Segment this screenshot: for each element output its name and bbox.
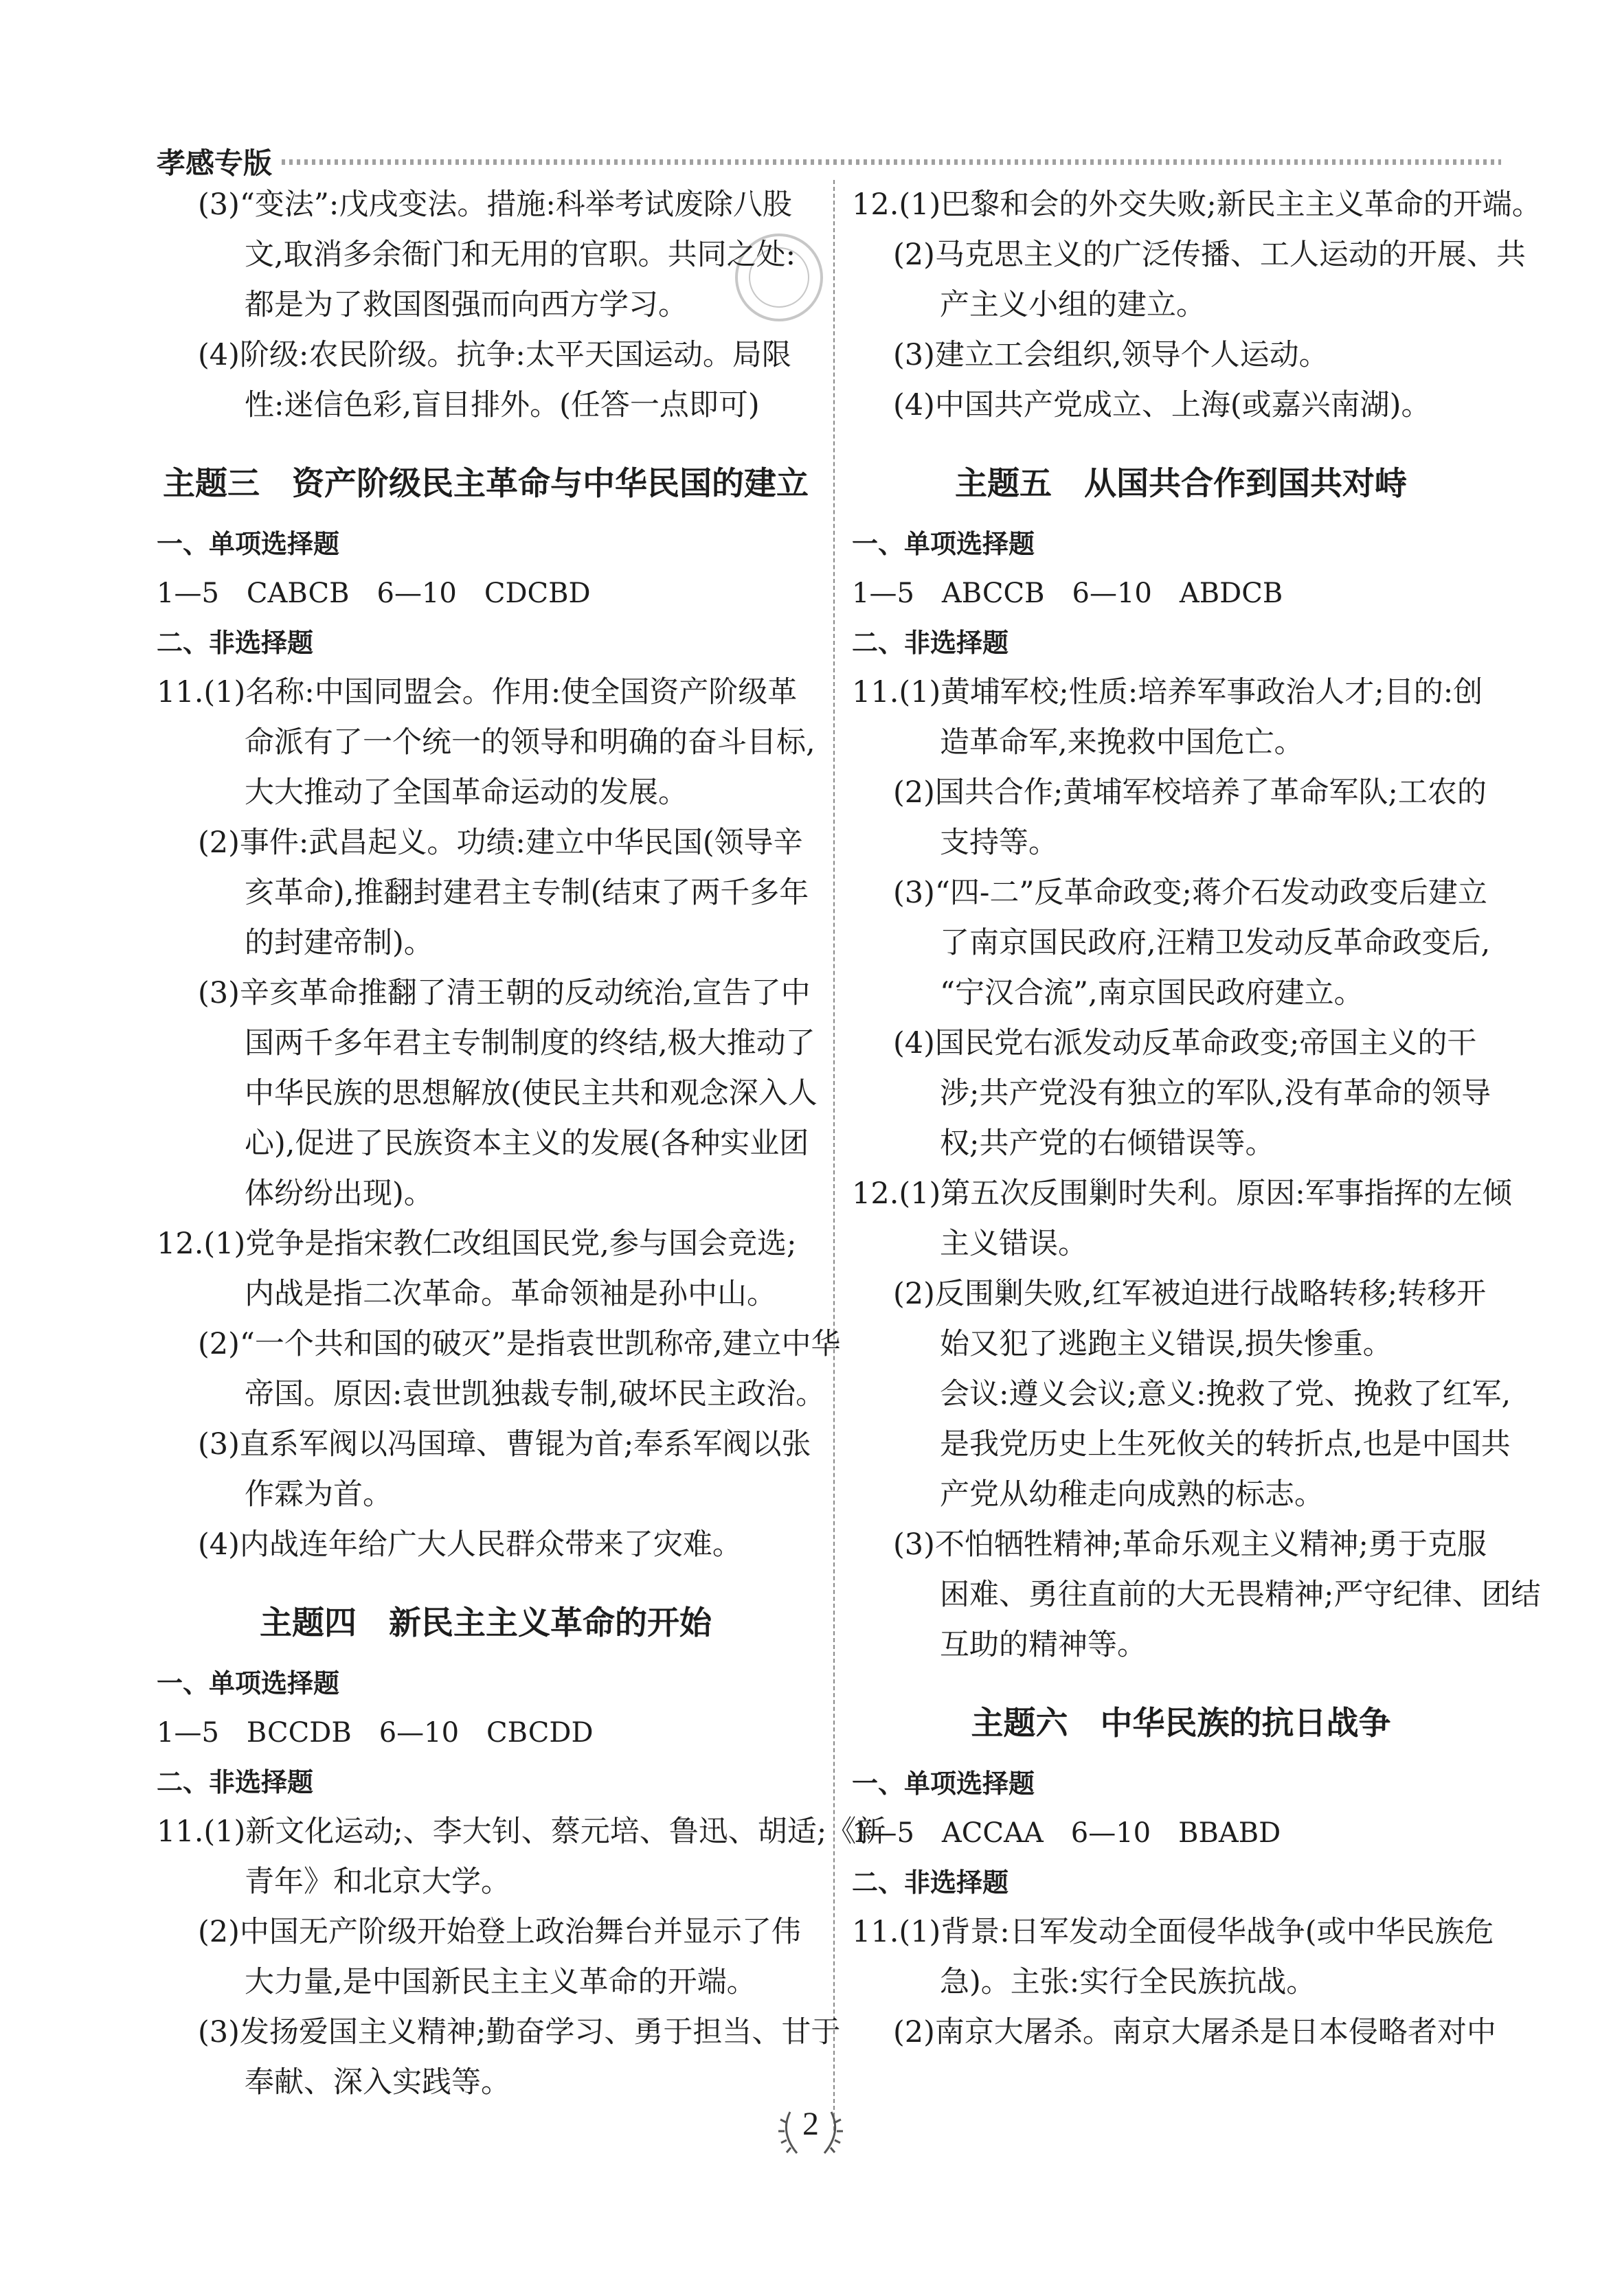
topic5-answer-line: (2)国共合作;黄埔军校培养了革命军队;工农的 [893, 775, 1487, 810]
topic3-answers [157, 668, 841, 1570]
topic5-answer-line: 支持等。 [940, 826, 1058, 860]
topic5-mc-answers: 1—5 ABCCB 6—10 ABDCB [852, 578, 1283, 609]
topic3-answer-line: 国两千多年君主专制制度的终结,极大推动了 [245, 1026, 815, 1060]
topic5-answer-line: 主义错误。 [940, 1227, 1088, 1261]
topic4-tail-answer-line: 12.(1)巴黎和会的外交失败;新民主主义革命的开端。 [852, 187, 1542, 222]
topic4-answer-line: 青年》和北京大学。 [245, 1865, 510, 1899]
topic3-open-heading: 二、非选择题 [157, 628, 314, 658]
topic3-answer-line: 心),促进了民族资本主义的发展(各种实业团 [245, 1126, 809, 1161]
topic6-answers [852, 1907, 1510, 2058]
topic2-answer-line: 都是为了救国图强而向西方学习。 [245, 288, 688, 322]
topic3-answer-line: (3)辛亥革命推翻了清王朝的反动统治,宣告了中 [198, 976, 811, 1010]
topic5-answer-line: 了南京国民政府,汪精卫发动反革命政变后, [940, 926, 1491, 960]
topic5-answer-line: 权;共产党的右倾错误等。 [940, 1126, 1275, 1161]
header-divider [282, 159, 1501, 165]
topic3-mc-answers: 1—5 CABCB 6—10 CDCBD [157, 578, 591, 609]
topic5-answer-line: (4)国民党右派发动反革命政变;帝国主义的干 [893, 1026, 1477, 1060]
topic4-tail-answer-line: (2)马克思主义的广泛传播、工人运动的开展、共 [893, 238, 1526, 272]
topic4-mc-heading: 一、单项选择题 [157, 1668, 340, 1698]
topic3-answer-line: 帝国。原因:袁世凯独裁专制,破坏民主政治。 [245, 1377, 826, 1411]
topic3-answer-line: 12.(1)党争是指宋教仁改组国民党,参与国会竞选; [157, 1227, 797, 1261]
topic6-answer-line: 急)。主张:实行全民族抗战。 [940, 1965, 1316, 1999]
topic5-answer-line: 是我党历史上生死攸关的转折点,也是中国共 [940, 1427, 1511, 1462]
topic5-answer-line: 造革命军,来挽救中国危亡。 [940, 725, 1304, 760]
topic4-answers [157, 1807, 886, 2108]
topic4-tail-answer-line: (4)中国共产党成立、上海(或嘉兴南湖)。 [893, 388, 1431, 422]
topic3-answer-line: (4)内战连年给广大人民群众带来了灾难。 [198, 1527, 742, 1562]
topic4-answer-line: 奉献、深入实践等。 [245, 2065, 510, 2100]
left-column [157, 180, 886, 2108]
header-title: 孝感专版 [157, 146, 273, 180]
topic3-answer-line: 亥革命),推翻封建君主专制(结束了两千多年 [245, 876, 809, 910]
topic5-answer-line: “宁汉合流”,南京国民政府建立。 [940, 976, 1364, 1010]
topic3-answer-line: 作霖为首。 [245, 1477, 392, 1512]
page-footer [776, 2105, 845, 2160]
right-column [852, 180, 1542, 2058]
topic5-open-heading: 二、非选择题 [852, 628, 1009, 658]
topic2-answer-line: (3)“变法”:戊戌变法。措施:科举考试废除八股 [198, 187, 792, 222]
topic3-answer-line: 的封建帝制)。 [245, 926, 433, 960]
topic6-mc-answers: 1—5 ACCAA 6—10 BBABD [852, 1817, 1281, 1849]
topic3-answer-line: 中华民族的思想解放(使民主共和观念深入人 [245, 1076, 818, 1111]
topic4-tail [852, 180, 1542, 431]
topic4-answer-line: (3)发扬爱国主义精神;勤奋学习、勇于担当、甘于 [198, 2015, 841, 2049]
page-number: 2 [802, 2106, 819, 2142]
topic2-answer-line: 文,取消多余衙门和无用的官职。共同之处: [245, 238, 796, 272]
topic5-answer-line: 互助的精神等。 [940, 1628, 1147, 1662]
topic5-answer-line: (3)“四-二”反革命政变;蒋介石发动政变后建立 [893, 876, 1487, 910]
topic5-answer-line: (3)不怕牺牲精神;革命乐观主义精神;勇于克服 [893, 1527, 1487, 1562]
topic2-answer-line: 性:迷信色彩,盲目排外。(任答一点即可) [245, 388, 760, 422]
topic3-answer-line: (2)“一个共和国的破灭”是指袁世凯称帝,建立中华 [198, 1327, 841, 1361]
topic5-answer-line: 会议:遵义会议;意义:挽救了党、挽救了红军, [940, 1377, 1511, 1411]
topic3-mc-heading: 一、单项选择题 [157, 529, 340, 559]
topic6-mc-heading: 一、单项选择题 [852, 1769, 1035, 1799]
topic4-answer-line: (2)中国无产阶级开始登上政治舞台并显示了伟 [198, 1915, 801, 1949]
topic3-answer-line: (2)事件:武昌起义。功绩:建立中华民国(领导辛 [198, 826, 803, 860]
topic5-answers [852, 668, 1541, 1670]
topic4-tail-answer-line: 产主义小组的建立。 [940, 288, 1206, 322]
topic6-answer-line: 11.(1)背景:日军发动全面侵华战争(或中华民族危 [852, 1915, 1494, 1949]
topic3-answer-line: 体纷纷出现)。 [245, 1177, 433, 1211]
topic3-answer-line: 大大推动了全国革命运动的发展。 [245, 775, 688, 810]
topic5-answer-line: 12.(1)第五次反围剿时失利。原因:军事指挥的左倾 [852, 1177, 1512, 1211]
topic2-answer-line: (4)阶级:农民阶级。抗争:太平天国运动。局限 [198, 338, 791, 372]
topic2-tail [157, 180, 815, 431]
topic3-answer-line: 11.(1)名称:中国同盟会。作用:使全国资产阶级革 [157, 675, 798, 709]
topic3-answer-line: (3)直系军阀以冯国璋、曹锟为首;奉系军阀以张 [198, 1427, 811, 1462]
topic5-answer-line: 11.(1)黄埔军校;性质:培养军事政治人才;目的:创 [852, 675, 1483, 709]
topic3-answer-line: 内战是指二次革命。革命领袖是孙中山。 [245, 1277, 776, 1311]
topic5-title: 主题五 从国共合作到国共对峙 [955, 465, 1407, 503]
topic5-answer-line: (2)反围剿失败,红军被迫进行战略转移;转移开 [893, 1277, 1487, 1311]
topic3-answer-line: 命派有了一个统一的领导和明确的奋斗目标, [245, 725, 815, 760]
topic4-answer-line: 大力量,是中国新民主主义革命的开端。 [245, 1965, 756, 1999]
topic5-answer-line: 始又犯了逃跑主义错误,损失惨重。 [940, 1327, 1393, 1361]
topic4-tail-answer-line: (3)建立工会组织,领导个人运动。 [893, 338, 1329, 372]
topic5-answer-line: 困难、勇往直前的大无畏精神;严守纪律、团结 [940, 1578, 1541, 1612]
topic6-open-heading: 二、非选择题 [852, 1867, 1009, 1898]
topic4-open-heading: 二、非选择题 [157, 1767, 314, 1797]
topic3-title: 主题三 资产阶级民主革命与中华民国的建立 [163, 465, 809, 503]
topic5-answer-line: 涉;共产党没有独立的军队,没有革命的领导 [940, 1076, 1491, 1111]
topic6-answer-line: (2)南京大屠杀。南京大屠杀是日本侵略者对中 [893, 2015, 1496, 2049]
topic5-answer-line: 产党从幼稚走向成熟的标志。 [940, 1477, 1324, 1512]
topic6-title: 主题六 中华民族的抗日战争 [971, 1705, 1391, 1742]
topic4-answer-line: 11.(1)新文化运动;、李大钊、蔡元培、鲁迅、胡适;《新 [157, 1815, 886, 1849]
topic4-mc-answers: 1—5 BCCDB 6—10 CBCDD [157, 1717, 594, 1749]
topic4-title: 主题四 新民主主义革命的开始 [260, 1604, 712, 1642]
topic5-mc-heading: 一、单项选择题 [852, 529, 1035, 559]
